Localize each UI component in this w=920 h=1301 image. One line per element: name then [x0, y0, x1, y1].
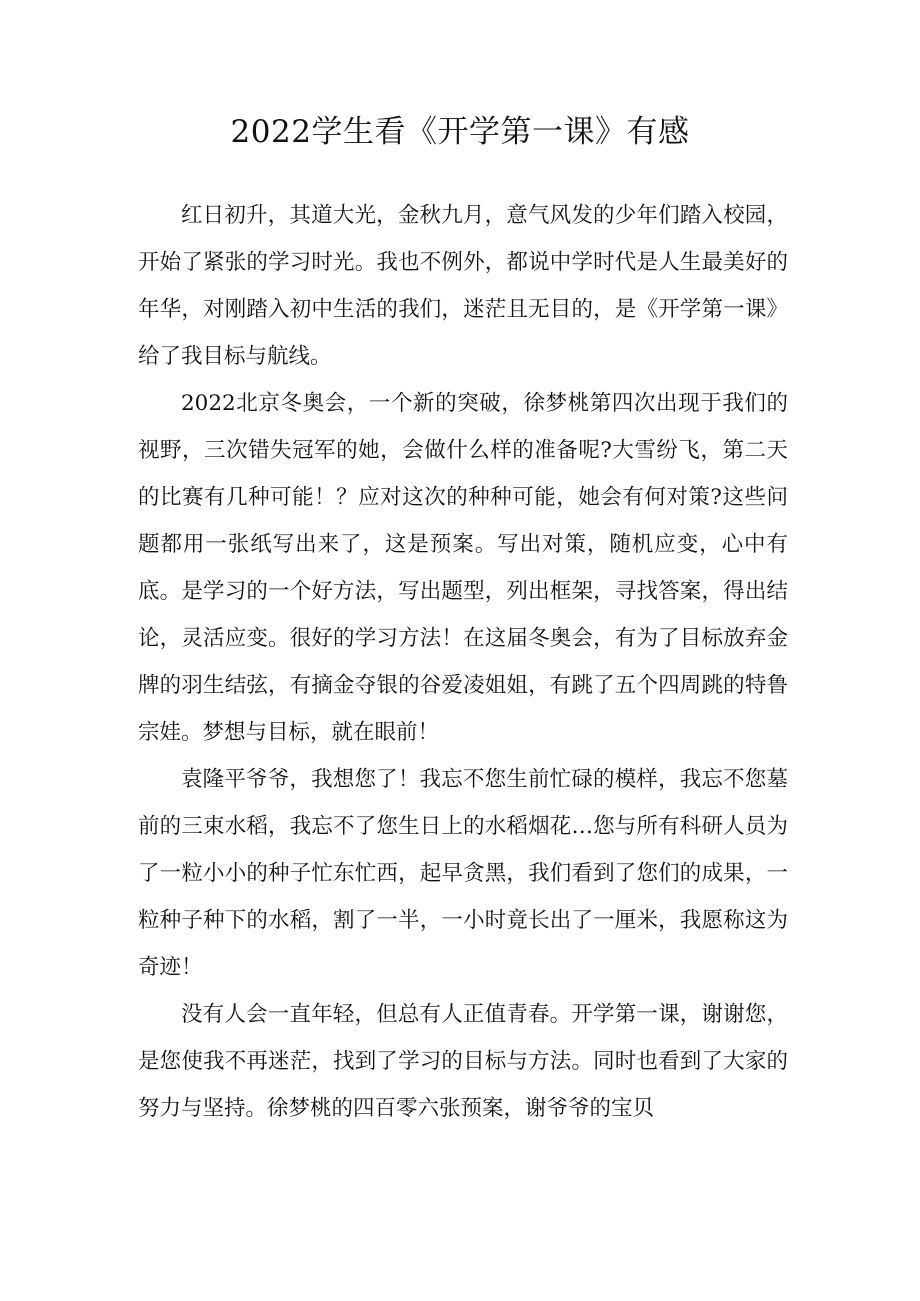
paragraph-2: 2022北京冬奥会，一个新的突破，徐梦桃第四次出现于我们的视野，三次错失冠军的她，会做什么样的准备呢?大雪纷飞，第二天的比赛有几种可能！？应对这次的种种可能，她会有何对策?这些问题都用一张纸写出来了，这是预案。写出对策，随机应变，心中有底。是学习的一个好方法，写出题型，列出框架，寻找答案，得出结论，灵活应变。很好的学习方法！在这届冬奥会，有为了目标放弃金牌的羽生结弦，有摘金夺银的谷爱凌姐姐，有跳了五个四周跳的特鲁宗娃。梦想与目标，就在眼前！ [138, 391, 788, 745]
paragraph-3: 袁隆平爷爷，我想您了！我忘不您生前忙碌的模样，我忘不您墓前的三束水稻，我忘不了您生日上的水稻烟花…您与所有科研人员为了一粒小小的种子忙东忙西，起早贪黑，我们看到了您们的成果，一粒种子种下的水稻，割了一半，一小时竟长出了一厘米，我愿称这为奇迹！ [138, 767, 788, 980]
document-body [138, 192, 788, 1132]
document-title: 2022学生看《开学第一课》有感 [230, 114, 690, 150]
paragraph-1: 红日初升，其道大光，金秋九月，意气风发的少年们踏入校园，开始了紧张的学习时光。我也不例外，都说中学时代是人生最美好的年华，对刚踏入初中生活的我们，迷茫且无目的，是《开学第一课》给了我目标与航线。 [138, 203, 788, 369]
paragraph-4: 没有人会一直年轻，但总有人正值青春。开学第一课，谢谢您，是您使我不再迷茫，找到了学习的目标与方法。同时也看到了大家的努力与坚持。徐梦桃的四百零六张预案，谢爷爷的宝贝 [138, 1002, 788, 1121]
